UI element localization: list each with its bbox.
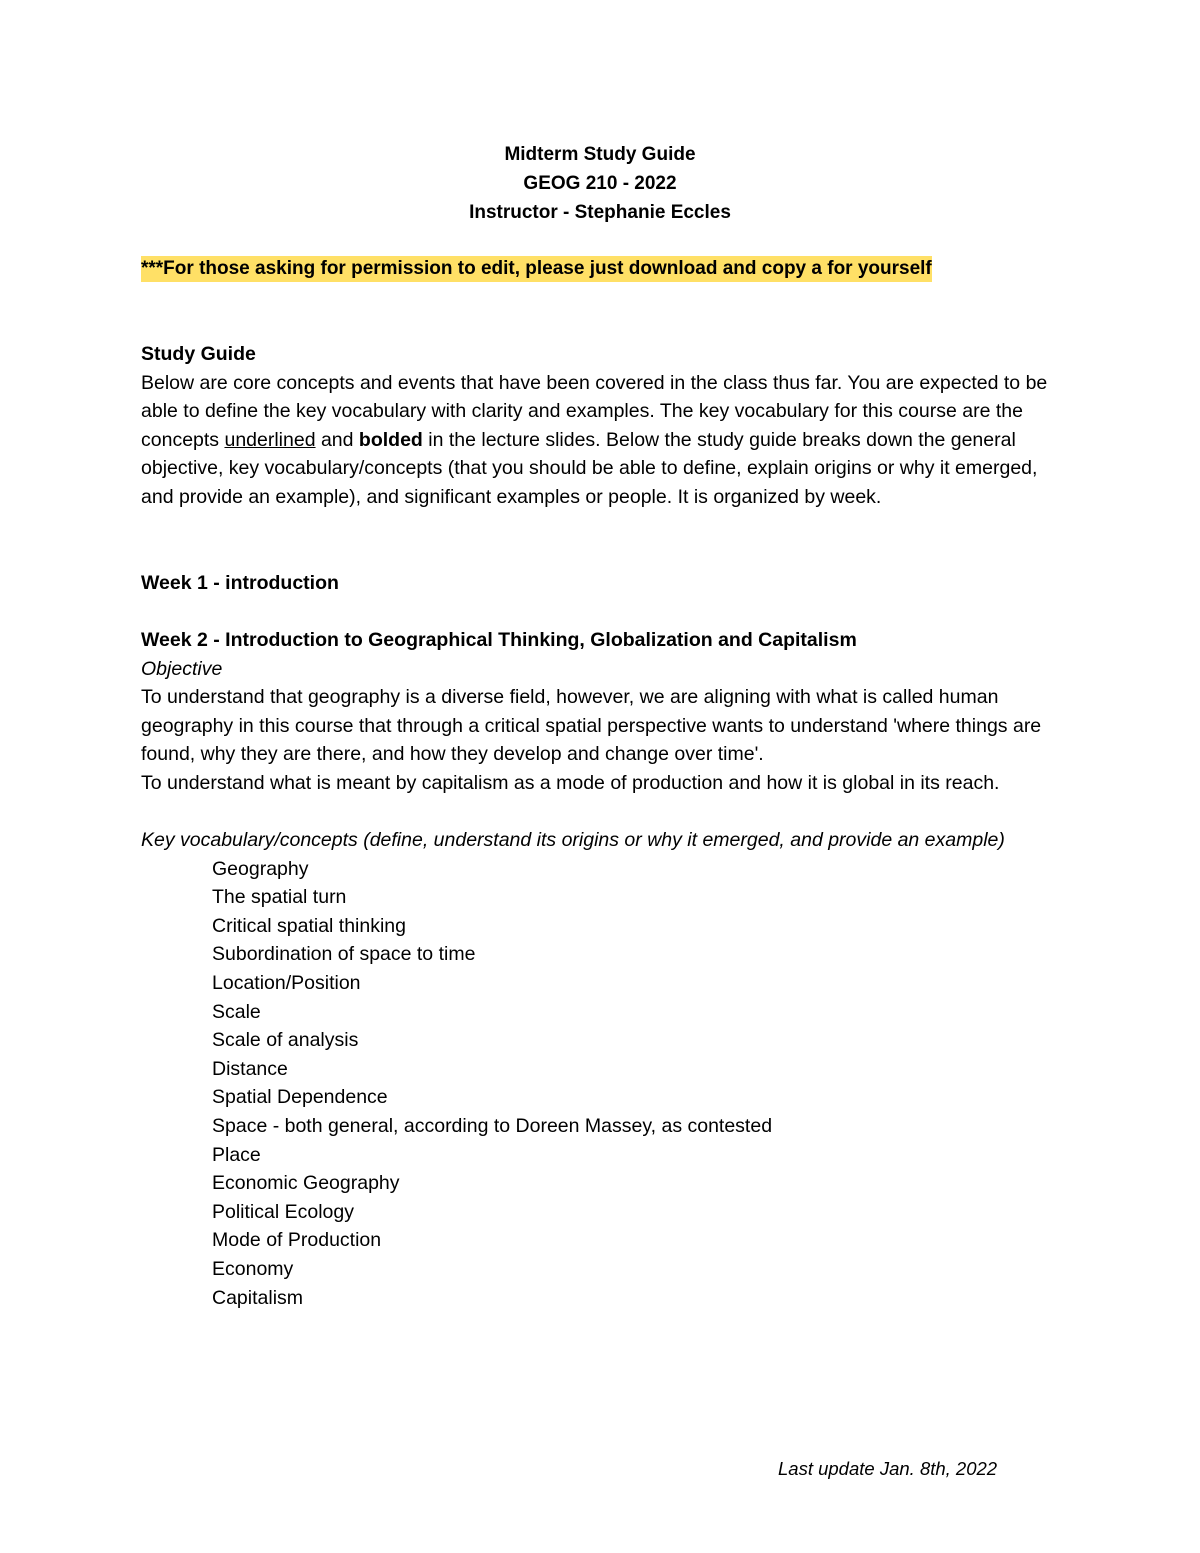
vocab-item: Place xyxy=(212,1143,261,1166)
spacer xyxy=(141,512,1061,569)
vocab-item: Scale of analysis xyxy=(212,1029,359,1052)
and-text: and xyxy=(315,428,359,451)
objective-paragraph-2: To understand what is meant by capitalism as a mode of production and how it is global in its reach. xyxy=(141,771,1000,794)
vocab-item: Economy xyxy=(212,1258,294,1280)
document-body xyxy=(141,340,1061,1312)
vocab-item: Political Ecology xyxy=(212,1200,354,1223)
objective-label: Objective xyxy=(141,657,223,680)
vocab-item: Scale xyxy=(212,1000,261,1023)
document-header xyxy=(0,140,1200,227)
week2-heading: Week 2 - Introduction to Geographical Thinking, Globalization and Capitalism xyxy=(141,628,857,651)
spacer xyxy=(141,597,1061,626)
vocab-item: Geography xyxy=(212,857,309,880)
vocab-item: The spatial turn xyxy=(212,886,347,909)
vocab-item: Location/Position xyxy=(212,972,361,995)
vocab-item: Distance xyxy=(212,1057,288,1080)
vocab-item: Mode of Production xyxy=(212,1229,382,1252)
bolded-word: bolded xyxy=(358,428,423,451)
course-code: GEOG 210 - 2022 xyxy=(523,173,677,194)
vocab-item: Spatial Dependence xyxy=(212,1086,388,1109)
vocab-item: Space - both general, according to Doreen Massey, as contested xyxy=(212,1115,773,1138)
intro-text-part2: in the lecture slides. Below the study guide breaks down the general objective, key vocabulary/concepts (that you should be able to define, explain origins or why it emerged, and provide an example), and significant examples or people. It is organized by week. xyxy=(141,428,1038,508)
edit-permission-notice xyxy=(141,254,932,283)
intro-text-part1: Below are core concepts and events that have been covered in the class thus far. You are expected to be able to define the key vocabulary with clarity and examples. The key vocabulary for this course are the concepts xyxy=(141,371,1048,451)
study-guide-intro xyxy=(141,369,1061,512)
last-update-footer: Last update Jan. 8th, 2022 xyxy=(778,1458,998,1479)
spacer xyxy=(141,798,1061,827)
notice-highlight: ***For those asking for permission to edit, please just download and copy a for yourself xyxy=(141,256,932,282)
objective-paragraph-1: To understand that geography is a diverse field, however, we are aligning with what is called human geography in this course that through a critical spatial perspective wants to understand 'where things are found, why they are there, and how they develop and change over time'. xyxy=(141,686,1042,766)
study-guide-heading: Study Guide xyxy=(141,343,256,365)
week1-heading: Week 1 - introduction xyxy=(141,571,339,594)
vocab-item: Subordination of space to time xyxy=(212,943,476,966)
instructor-line: Instructor - Stephanie Eccles xyxy=(469,202,731,223)
document-title: Midterm Study Guide xyxy=(504,144,696,165)
underlined-word: underlined xyxy=(224,428,316,451)
vocab-item: Critical spatial thinking xyxy=(212,914,407,937)
vocab-label: Key vocabulary/concepts (define, understand its origins or why it emerged, and provide an example) xyxy=(141,829,1005,852)
vocab-list xyxy=(141,855,1061,1313)
vocab-item: Capitalism xyxy=(212,1286,304,1309)
vocab-item: Economic Geography xyxy=(212,1172,400,1195)
